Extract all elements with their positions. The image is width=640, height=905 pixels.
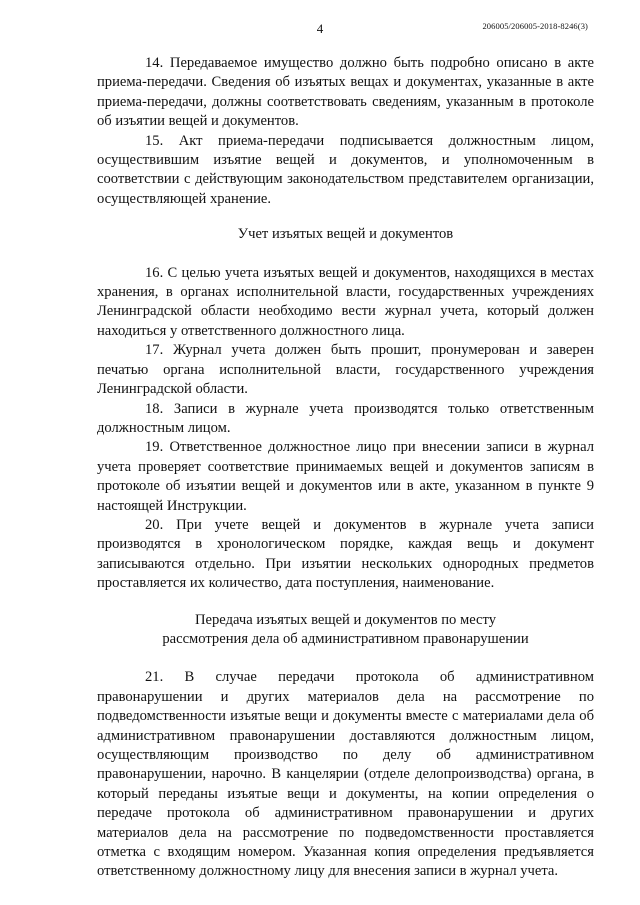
paragraph-19: 19. Ответственное должностное лицо при внесении записи в журнал учета проверяет соответствие принимаемых вещей и документов записям в протоколе об изъятии вещей и документов или в акте, указанном в пункте 9 настоящей Инструкции. [97, 439, 594, 514]
section-heading-transfer-line2: рассмотрения дела об административном правонарушении [162, 630, 529, 647]
paragraph-16: 16. С целью учета изъятых вещей и документов, находящихся в местах хранения, в органах исполнительной власти, государственных учреждениях Ленинградской области необходимо вести журнал учета, который должен находиться у ответственного должностного лица. [97, 264, 594, 339]
document-body [97, 54, 594, 882]
paragraph-18: 18. Записи в журнале учета производятся только ответственным должностным лицом. [97, 400, 594, 436]
section-heading-transfer [97, 611, 594, 650]
paragraph-21: 21. В случае передачи протокола об административном правонарушении и других материалов дела на рассмотрение по подведомственности изъятые вещи и документы вместе с материалами дела об административном правонарушении доставляются должностным лицом, осуществляющим производство по делу об административном правонарушении, нарочно. В канцелярии (отделе делопроизводства) органа, в который переданы изъятые вещи и документы, на копии определения о передаче протокола об административном правонарушении и других материалов дела на рассмотрение по подведомственности проставляется отметка с входящим номером. Указанная копия определения предъявляется ответственному должностному лицу для внесения записи в журнал учета. [97, 669, 594, 880]
section-heading-accounting: Учет изъятых вещей и документов [237, 226, 454, 243]
page-number: 4 [316, 21, 324, 36]
paragraph-15: 15. Акт приема-передачи подписывается должностным лицом, осуществившим изъятие вещей и документов, и уполномоченным в соответствии с действующим законодательством представителем организации, осуществляющей хранение. [97, 132, 594, 207]
paragraph-14: 14. Передаваемое имущество должно быть подробно описано в акте приема-передачи. Сведения об изъятых вещах и документах, указанные в акте приема-передачи, должны соответствовать сведениям, указанным в протоколе об изъятии вещей и документов. [97, 55, 594, 130]
paragraph-20: 20. При учете вещей и документов в журнале учета записи производятся в хронологическом порядке, каждая вещь и документ записываются отдельно. При изъятии нескольких однородных предметов проставляется их количество, дата поступления, наименование. [97, 516, 594, 592]
section-heading-transfer-line1: Передача изъятых вещей и документов по месту [194, 611, 497, 628]
document-id: 206005/206005-2018-8246(3) [482, 21, 588, 31]
paragraph-17: 17. Журнал учета должен быть прошит, пронумерован и заверен печатью органа исполнительной власти, государственного учреждения Ленинградской области. [97, 342, 594, 398]
